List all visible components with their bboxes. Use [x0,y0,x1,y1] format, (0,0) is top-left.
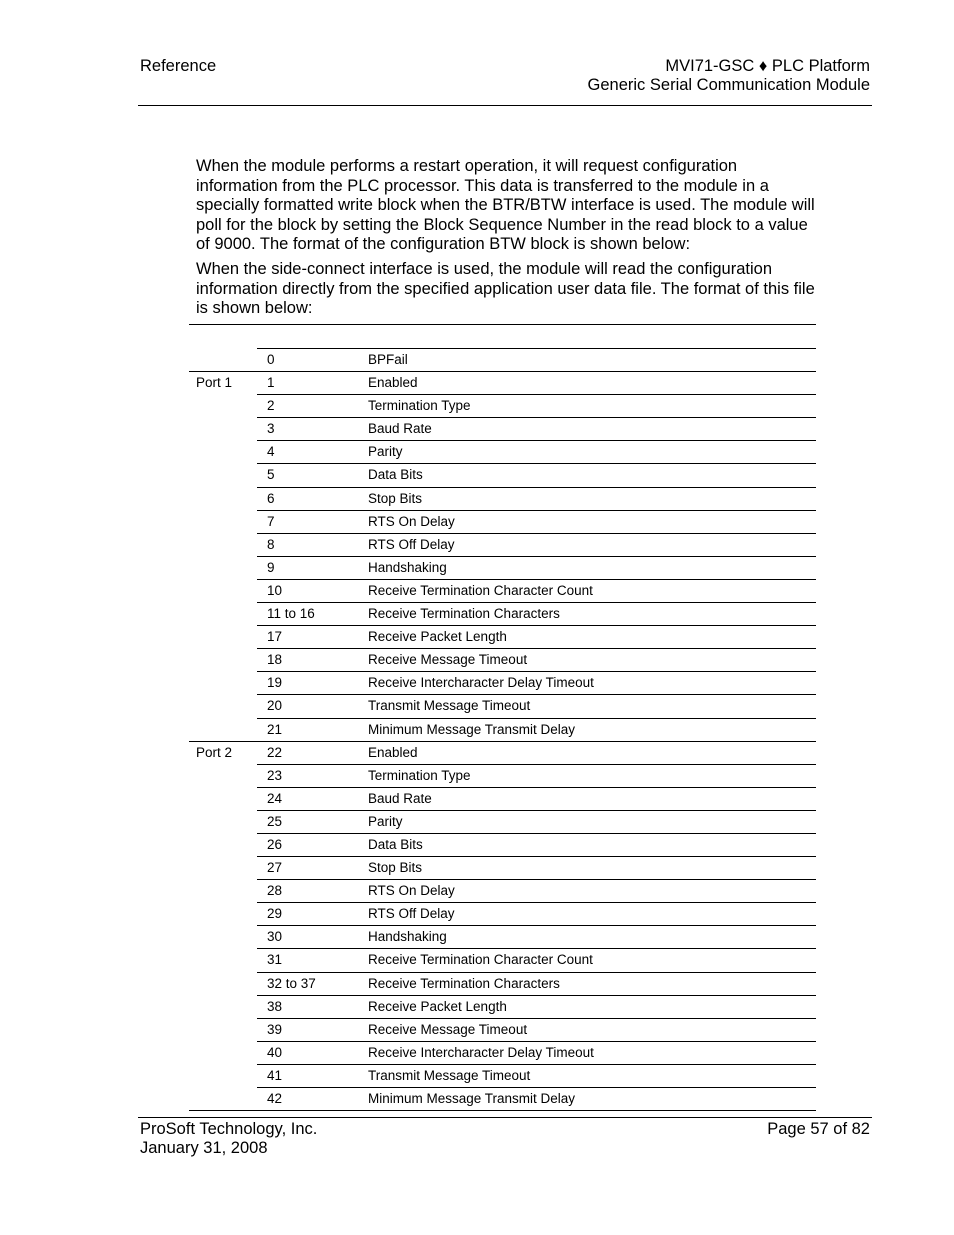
row-divider [257,556,816,557]
table-row [189,741,816,764]
footer-left [140,1120,317,1158]
row-divider [257,463,816,464]
table-row [189,533,816,556]
row-description: RTS On Delay [368,513,455,529]
row-description: BPFail [368,352,408,367]
row-offset: 38 [267,998,283,1014]
row-divider [257,810,816,811]
table-row [189,787,816,810]
header-product [588,57,870,95]
row-offset: 19 [267,675,283,691]
table-row [189,1087,816,1110]
header-product-line1: MVI71-GSC ♦ PLC Platform [665,57,870,75]
row-description: Receive Message Timeout [368,1021,528,1037]
side-connect-paragraph: When the side-connect interface is used, the module will read the configuration information directly from the specified application user data file. The format of this file is shown below: [196,260,815,317]
row-divider [257,879,816,880]
row-description: Parity [368,444,403,460]
row-description: Receive Message Timeout [368,652,528,668]
row-description: Baud Rate [368,421,432,437]
row-offset: 22 [267,744,283,760]
row-divider [257,487,816,488]
table-header-gap [189,325,816,348]
row-offset: 11 to 16 [267,606,315,622]
row-description: Receive Termination Characters [368,975,560,991]
table-row [189,1041,816,1064]
row-description: RTS Off Delay [368,906,455,922]
table-row [189,648,816,671]
row-description: Receive Termination Character Count [368,952,593,968]
row-offset: 10 [267,582,283,598]
table-row [189,925,816,948]
row-divider [257,648,816,649]
row-offset: 30 [267,929,283,945]
table-row [189,948,816,971]
row-offset: 29 [267,906,283,922]
row-description: Parity [368,813,403,829]
row-divider [257,1018,816,1019]
row-description: Data Bits [368,836,423,852]
row-description: Data Bits [368,467,423,483]
row-divider [257,510,816,511]
row-offset: 39 [267,1021,283,1037]
row-divider [257,440,816,441]
row-description: Receive Termination Character Count [368,582,593,598]
row-description: Handshaking [368,559,447,575]
row-divider [257,533,816,534]
row-offset: 1 [267,375,275,391]
table-row [189,417,816,440]
row-description: Receive Intercharacter Delay Timeout [368,1044,594,1060]
table-row [189,718,816,741]
row-offset: 42 [267,1091,283,1106]
row-divider [257,833,816,834]
row-description: Stop Bits [368,860,423,876]
row-description: Minimum Message Transmit Delay [368,721,576,737]
footer-date: January 31, 2008 [140,1139,268,1157]
row-offset: 24 [267,790,283,806]
row-description: Transmit Message Timeout [368,1067,531,1083]
table-row [189,764,816,787]
table-row [189,856,816,879]
row-description: Termination Type [368,398,471,414]
footer-page-number: Page 57 of 82 [767,1120,870,1138]
row-offset: 6 [267,490,275,506]
row-offset: 21 [267,721,283,737]
row-offset: 32 to 37 [267,975,316,991]
row-offset: 2 [267,398,275,414]
table-row [189,556,816,579]
row-divider [257,764,816,765]
row-description: Minimum Message Transmit Delay [368,1091,576,1106]
row-offset: 31 [267,952,283,968]
table-row [189,487,816,510]
row-description: RTS On Delay [368,883,455,899]
row-offset: 8 [267,536,275,552]
table-body [189,348,816,1110]
table-row [189,625,816,648]
table-row [189,440,816,463]
table-row [189,902,816,925]
footer-company: ProSoft Technology, Inc. [140,1120,318,1138]
row-offset: 27 [267,860,283,876]
row-divider [257,394,816,395]
row-description: RTS Off Delay [368,536,455,552]
row-description: Baud Rate [368,790,432,806]
row-offset: 20 [267,698,283,714]
table-row [189,810,816,833]
footer-divider [138,1117,872,1118]
intro-paragraph: When the module performs a restart operation, it will request configuration information from the PLC processor. This data is transferred to the module in a specially formatted write block when the BTR/BTW interface is used. The module will poll for the block by setting the Block Sequence Number in the read block to a value of 9000. The format of the configuration BTW block is shown below: [196,157,815,253]
table-row [189,371,816,394]
row-description: Enabled [368,375,418,391]
row-divider [257,694,816,695]
row-divider [257,856,816,857]
config-table [189,324,816,1110]
row-offset: 41 [267,1067,283,1083]
row-offset: 5 [267,467,275,483]
row-divider [257,787,816,788]
table-row [189,972,816,995]
row-divider [257,995,816,996]
row-offset: 3 [267,421,275,437]
table-row [189,833,816,856]
header-section-title: Reference [140,57,217,75]
row-description: Termination Type [368,767,471,783]
row-offset: 28 [267,883,283,899]
row-description: Receive Termination Characters [368,606,560,622]
header-divider [138,105,872,106]
row-offset: 9 [267,559,275,575]
row-offset: 17 [267,629,283,645]
row-description: Stop Bits [368,490,423,506]
row-divider [257,348,816,349]
row-description: Receive Packet Length [368,998,507,1014]
row-offset: 4 [267,444,275,460]
row-divider [257,925,816,926]
row-divider [257,1064,816,1065]
row-description: Enabled [368,744,418,760]
table-row [189,463,816,486]
row-offset: 7 [267,513,275,529]
row-divider [257,902,816,903]
header-product-line2: Generic Serial Communication Module [587,76,870,94]
table-row [189,510,816,533]
table-row [189,671,816,694]
row-description: Handshaking [368,929,447,945]
table-row [189,1064,816,1087]
row-divider [257,417,816,418]
row-offset: 0 [267,352,275,367]
table-row [189,579,816,602]
table-row [189,879,816,902]
row-offset: 23 [267,767,283,783]
row-section: Port 1 [196,375,233,391]
row-divider [189,741,816,742]
table-row [189,1018,816,1041]
row-offset: 18 [267,652,283,668]
table-row [189,995,816,1018]
table-bottom-rule [189,1110,816,1111]
table-row [189,694,816,717]
row-divider [257,625,816,626]
row-description: Transmit Message Timeout [368,698,531,714]
row-description: Receive Intercharacter Delay Timeout [368,675,594,691]
row-offset: 25 [267,813,283,829]
table-row [189,348,816,371]
table-row [189,602,816,625]
row-divider [189,371,816,372]
row-description: Receive Packet Length [368,629,507,645]
row-section: Port 2 [196,744,233,760]
row-offset: 40 [267,1044,283,1060]
row-offset: 26 [267,836,283,852]
table-row [189,394,816,417]
